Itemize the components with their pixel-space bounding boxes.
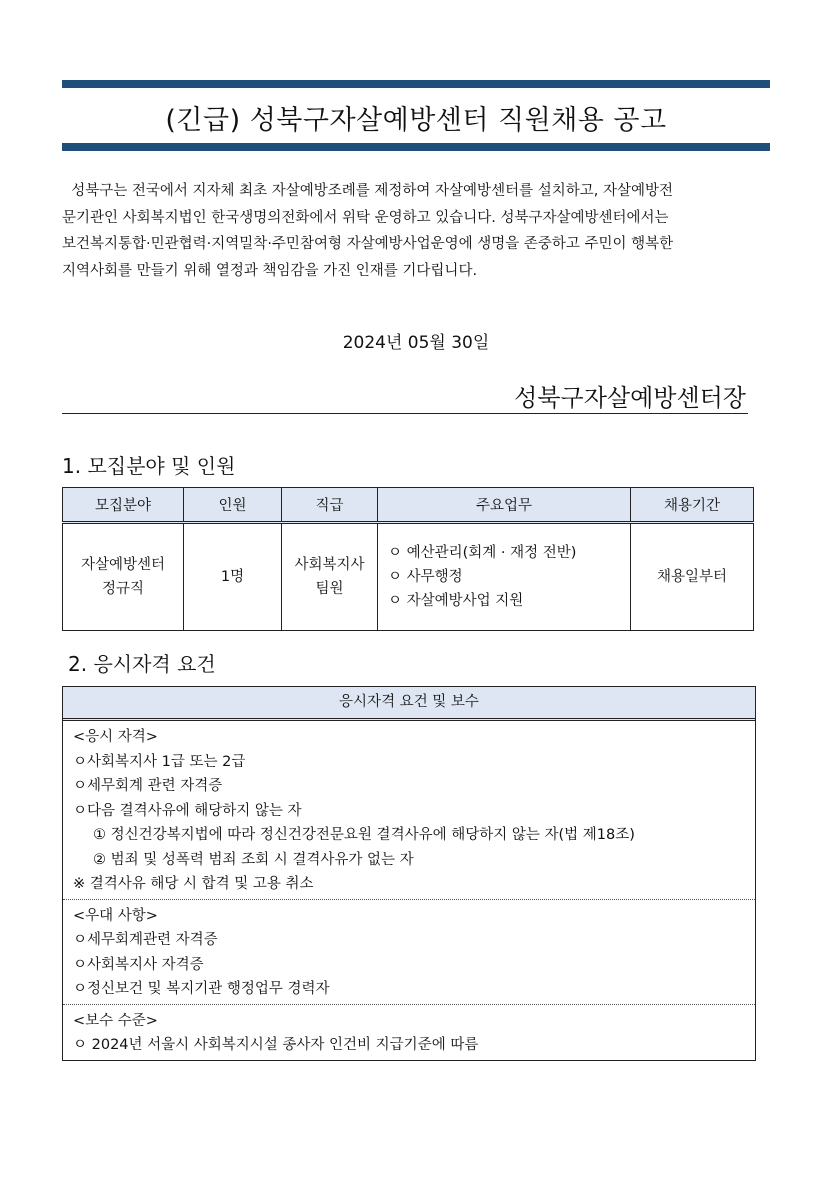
qualification-table bbox=[62, 686, 756, 1061]
signer: 성북구자살예방센터장 bbox=[514, 384, 746, 412]
sub-list-item: ② 범죄 및 성폭력 범죄 조회 시 결격사유가 없는 자 bbox=[93, 851, 414, 868]
duty-item: ㅇ 예산관리(회계 · 재정 전반) bbox=[388, 545, 577, 561]
title-bottom-bar bbox=[62, 143, 770, 151]
count-cell: 1명 bbox=[184, 523, 282, 631]
grade-line: 팀원 bbox=[315, 581, 344, 597]
intro-paragraph bbox=[62, 178, 774, 284]
list-item: ㅇ세무회계관련 자격증 bbox=[73, 932, 218, 948]
sub-list-item: ① 정신건강복지법에 따라 정신건강전문요원 결격사유에 해당하지 않는 자(법 제18조) bbox=[93, 827, 635, 843]
qualification-table-header: 응시자격 요건 및 보수 bbox=[63, 687, 755, 721]
page-title: (긴급) 성북구자살예방센터 직원채용 공고 bbox=[165, 105, 667, 136]
section-title: <우대 사항> bbox=[73, 907, 158, 924]
table-row bbox=[63, 523, 754, 631]
signer-underline bbox=[62, 413, 748, 414]
note: ※ 결격사유 해당 시 합격 및 고용 취소 bbox=[73, 876, 314, 892]
duty-item: ㅇ 자살예방사업 지원 bbox=[388, 593, 524, 609]
section2-heading: 2. 응시자격 요건 bbox=[68, 652, 216, 676]
field-line: 정규직 bbox=[101, 581, 145, 597]
list-item: ㅇ사회복지사 자격증 bbox=[73, 956, 204, 973]
table-header: 모집분야 bbox=[63, 488, 184, 523]
intro-line: 성북구는 전국에서 지자체 최초 자살예방조례를 제정하여 자살예방센터를 설치하고, 자살예방전 bbox=[62, 183, 673, 199]
field-cell bbox=[63, 523, 184, 631]
table-header: 직급 bbox=[282, 488, 378, 523]
section-title: <보수 수준> bbox=[73, 1012, 158, 1029]
field-line: 자살예방센터 bbox=[80, 557, 166, 573]
list-item: ㅇ 2024년 서울시 사회복지시설 종사자 인건비 지급기준에 따름 bbox=[73, 1037, 479, 1053]
duty-item: ㅇ 사무행정 bbox=[388, 569, 463, 585]
title-top-bar bbox=[62, 80, 770, 88]
table-header: 채용기간 bbox=[631, 488, 754, 523]
grade-line: 사회복지사 bbox=[294, 557, 365, 573]
list-item: ㅇ다음 결격사유에 해당하지 않는 자 bbox=[73, 802, 302, 819]
qualifications-section bbox=[63, 721, 755, 899]
preferences-section bbox=[63, 899, 755, 1004]
announcement-date: 2024년 05월 30일 bbox=[342, 333, 490, 353]
section1-heading: 1. 모집분야 및 인원 bbox=[62, 454, 236, 478]
table-header: 주요업무 bbox=[378, 488, 631, 523]
intro-line: 문기관인 사회복지법인 한국생명의전화에서 위탁 운영하고 있습니다. 성북구자살예방센터에서는 bbox=[62, 209, 669, 226]
salary-section bbox=[63, 1004, 755, 1060]
list-item: ㅇ세무회계 관련 자격증 bbox=[73, 778, 223, 794]
period-cell: 채용일부터 bbox=[631, 523, 754, 631]
intro-line: 지역사회를 만들기 위해 열정과 책임감을 가진 인재를 기다립니다. bbox=[62, 262, 478, 279]
recruitment-table bbox=[62, 487, 754, 631]
list-item: ㅇ정신보건 및 복지기관 행정업무 경력자 bbox=[73, 981, 330, 997]
duties-cell bbox=[378, 523, 631, 631]
list-item: ㅇ사회복지사 1급 또는 2급 bbox=[73, 753, 246, 770]
grade-cell bbox=[282, 523, 378, 631]
table-header: 인원 bbox=[184, 488, 282, 523]
section-title: <응시 자격> bbox=[73, 729, 158, 745]
intro-line: 보건복지통합·민관협력·지역밀착·주민참여형 자살예방사업운영에 생명을 존중하고 주민이 행복한 bbox=[62, 236, 674, 252]
